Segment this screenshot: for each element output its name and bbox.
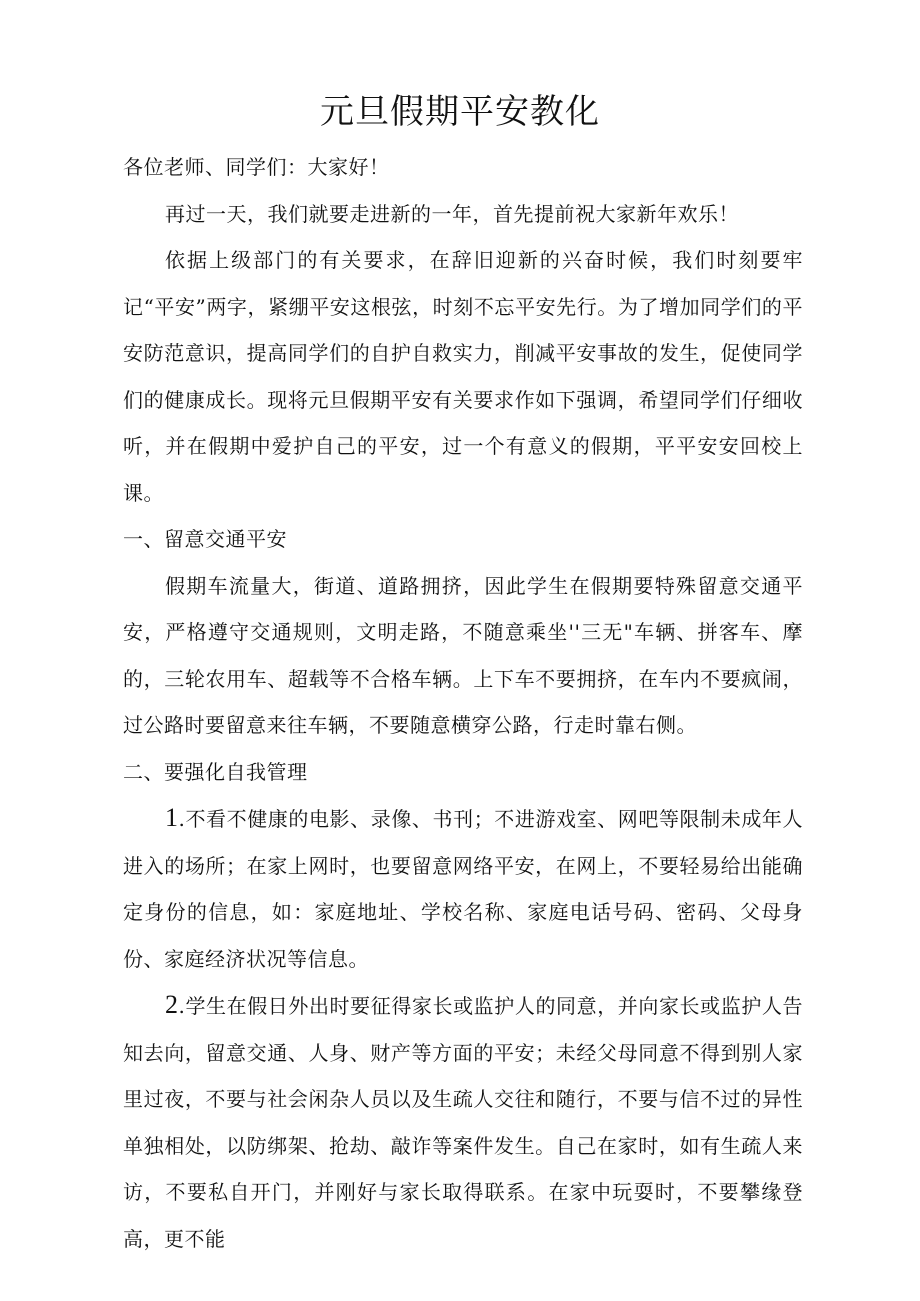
list-item-1-text: .不看不健康的电影、录像、书刊；不进游戏室、网吧等限制未成年人进入的场所；在家上网时，也要留意网络平安，在网上，不要轻易给出能确定身份的信息，如：家庭地址、学校名称、家庭电话号码、密码、父母身份、家庭经济状况等信息。 bbox=[123, 807, 803, 971]
paragraph-requirements: 依据上级部门的有关要求，在辞旧迎新的兴奋时候，我们时刻要牢记“平安”两字，紧绷平安这根弦，时刻不忘平安先行。为了增加同学们的平安防范意识，提高同学们的自护自救实力，削减平安事故的发生，促使同学们的健康成长。现将元旦假期平安有关要求作如下强调，希望同学们仔细收听，并在假期中爱护自己的平安，过一个有意义的假期，平平安安回校上课。 bbox=[123, 248, 803, 505]
greeting: 各位老师、同学们：大家好！ bbox=[123, 155, 390, 179]
list-item-1-number: 1 bbox=[165, 803, 179, 832]
document-body bbox=[123, 144, 803, 1262]
paragraph-traffic: 假期车流量大，街道、道路拥挤，因此学生在假期要特殊留意交通平安，严格遵守交通规则，文明走路，不随意乘坐''三无"车辆、拼客车、摩的，三轮农用车、超载等不合格车辆。上下车不要拥挤，在车内不要疯闹，过公路时要留意来往车辆，不要随意横穿公路，行走时靠右侧。 bbox=[123, 573, 803, 737]
list-item-2 bbox=[123, 982, 803, 1262]
list-item-2-number: 2 bbox=[165, 990, 179, 1019]
paragraph-intro: 再过一天，我们就要走进新的一年，首先提前祝大家新年欢乐！ bbox=[165, 201, 739, 226]
section-heading-traffic: 一、留意交通平安 bbox=[123, 527, 287, 551]
section-heading-self-management: 二、要强化自我管理 bbox=[123, 759, 308, 784]
list-item-2-text: .学生在假日外出时要征得家长或监护人的同意，并向家长或监护人告知去向，留意交通、人身、财产等方面的平安；未经父母同意不得到别人家里过夜，不要与社会闲杂人员以及生疏人交往和随行，不要与信不过的异性单独相处，以防绑架、抢劫、敲诈等案件发生。自己在家时，如有生疏人来访，不要私自开门，并刚好与家长取得联系。在家中玩耍时，不要攀缘登高，更不能 bbox=[123, 994, 803, 1251]
document-title: 元旦假期平安教化 bbox=[320, 92, 600, 132]
list-item-1 bbox=[123, 795, 803, 982]
